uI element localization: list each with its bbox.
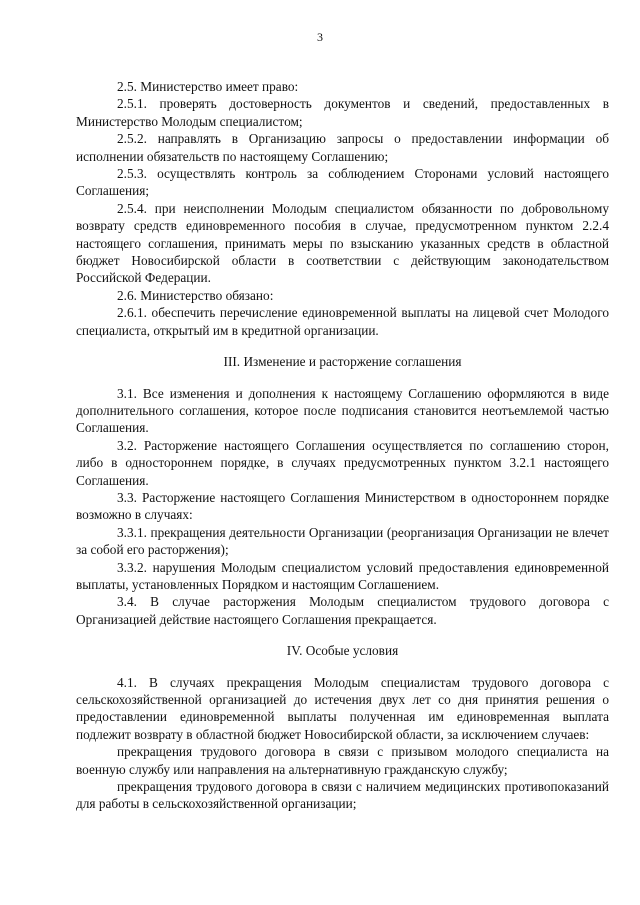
clause-2-5-4: 2.5.4. при неисполнении Молодым специалистом обязанности по добровольному возврату средств единовременного пособия в случае, предусмотренном пунктом 2.2.4 настоящего соглашения, принимать меры по взысканию указанных средств в областной бюджет Новосибирской области в соответствии с действующим законодательством Российской Федерации. (76, 200, 609, 286)
clause-2-5: 2.5. Министерство имеет право: (117, 79, 299, 94)
section-heading-4: IV. Особые условия (286, 643, 399, 659)
section-heading-3: III. Изменение и расторжение соглашения (223, 354, 462, 370)
clause-3-3-2: 3.3.2. нарушения Молодым специалистом условий предоставления единовременной выплаты, установленных Порядком и настоящим Соглашением. (76, 559, 609, 592)
clause-3-2: 3.2. Расторжение настоящего Соглашения осуществляется по соглашению сторон, либо в одностороннем порядке, в случаях предусмотренных пунктом 3.2.1 настоящего Соглашения. (76, 437, 609, 488)
clause-3-3-1: 3.3.1. прекращения деятельности Организации (реорганизация Организации не влечет за собой его расторжения); (76, 524, 609, 558)
clause-4-1-exception-b: прекращения трудового договора в связи с наличием медицинских противопоказаний для работы в сельскохозяйственной организации; (76, 779, 609, 812)
clause-3-4: 3.4. В случае расторжения Молодым специалистом трудового договора с Организацией действие настоящего Соглашения прекращается. (76, 594, 609, 627)
clause-2-6: 2.6. Министерство обязано: (117, 287, 274, 303)
clause-4-1: 4.1. В случаях прекращения Молодым специалистам трудового договора с сельскохозяйственной организацией до истечения двух лет со дня принятия решения о предоставлении единовременной выплаты полученная им единовременная выплата подлежит возврату в областной бюджет Новосибирской области, за исключением случаев: (76, 674, 609, 742)
page-number: 3 (317, 30, 323, 44)
clause-4-1-exception-a: прекращения трудового договора в связи с призывом молодого специалиста на военную службу или направления на альтернативную гражданскую службу; (76, 744, 609, 777)
clause-2-5-3: 2.5.3. осуществлять контроль за соблюдением Сторонами условий настоящего Соглашения; (76, 166, 609, 199)
document-body (76, 78, 609, 813)
clause-3-3: 3.3. Расторжение настоящего Соглашения Министерством в одностороннем порядке возможно в случаях: (76, 489, 609, 523)
clause-2-5-2: 2.5.2. направлять в Организацию запросы о предоставлении информации об исполнении обязательств по настоящему Соглашению; (76, 131, 609, 164)
clause-2-5-1: 2.5.1. проверять достоверность документов и сведений, предоставленных в Министерство Молодым специалистом; (76, 96, 609, 129)
clause-3-1: 3.1. Все изменения и дополнения к настоящему Соглашению оформляются в виде дополнительного соглашения, которое после подписания становится неотъемлемой частью Соглашения. (76, 385, 609, 436)
clause-2-6-1: 2.6.1. обеспечить перечисление единовременной выплаты на лицевой счет Молодого специалиста, открытый им в кредитной организации. (76, 305, 609, 338)
